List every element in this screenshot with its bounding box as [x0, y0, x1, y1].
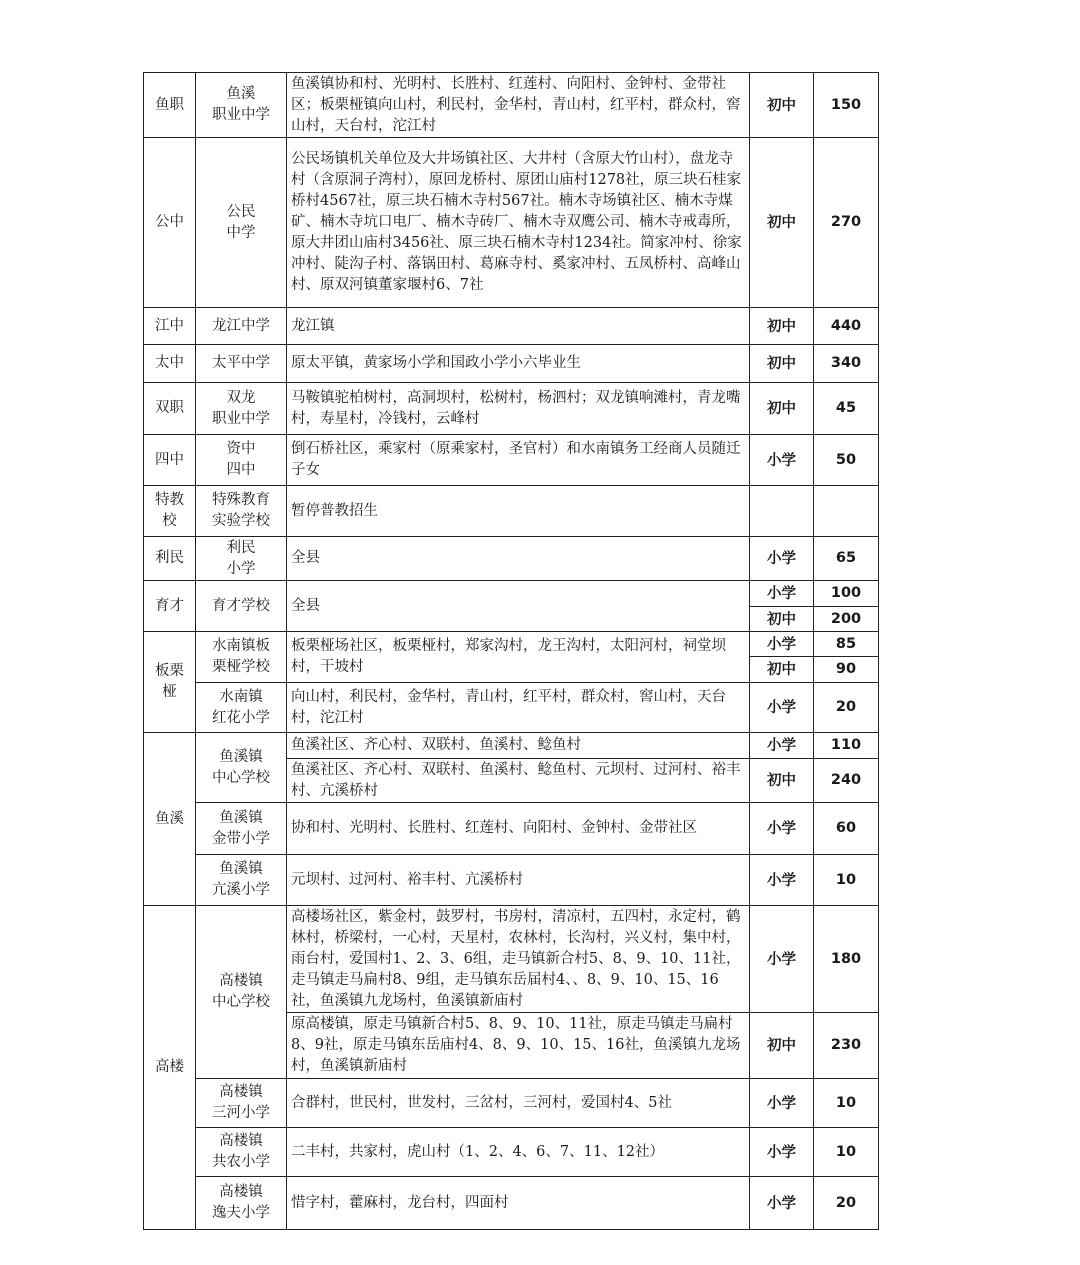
school-name-cell: 太平中学 — [196, 345, 287, 383]
table-row — [144, 906, 879, 1013]
school-name-cell: 育才学校 — [196, 581, 287, 632]
school-level-cell: 小学 — [750, 632, 814, 657]
school-level-cell: 初中 — [750, 138, 814, 308]
school-level-cell: 小学 — [750, 537, 814, 581]
school-level-cell: 小学 — [750, 906, 814, 1013]
table-row — [144, 855, 879, 906]
enrollment-count-cell: 100 — [814, 581, 879, 607]
service-area-cell: 板栗桠场社区，板栗桠村，郑家沟村，龙王沟村，太阳河村，祠堂坝村，干坡村 — [287, 632, 750, 683]
school-level-cell: 初中 — [750, 759, 814, 803]
school-name-cell: 特殊教育 实验学校 — [196, 486, 287, 537]
service-area-cell: 二丰村，共家村，虎山村（1、2、4、6、7、11、12社） — [287, 1128, 750, 1177]
service-area-cell: 鱼溪社区、齐心村、双联村、鱼溪村、鲶鱼村、元坝村、过河村、裕丰村、亢溪桥村 — [287, 759, 750, 803]
school-level-cell: 初中 — [750, 1013, 814, 1079]
school-level-cell: 初中 — [750, 383, 814, 435]
enrollment-count-cell: 60 — [814, 803, 879, 855]
school-name-cell: 水南镇板 栗桠学校 — [196, 632, 287, 683]
table-row — [144, 581, 879, 607]
school-abbr-cell: 板栗 桠 — [144, 632, 196, 733]
school-level-cell: 小学 — [750, 1128, 814, 1177]
school-name-cell: 龙江中学 — [196, 308, 287, 345]
school-level-cell: 初中 — [750, 345, 814, 383]
table-row — [144, 345, 879, 383]
enrollment-count-cell: 90 — [814, 657, 879, 683]
enrollment-count-cell: 20 — [814, 683, 879, 733]
enrollment-count-cell: 10 — [814, 1079, 879, 1128]
school-name-cell: 高楼镇 中心学校 — [196, 906, 287, 1079]
service-area-cell: 向山村，利民村，金华村，青山村，红平村，群众村，窖山村，天台村，沱江村 — [287, 683, 750, 733]
table-row — [144, 632, 879, 657]
school-name-cell: 高楼镇 逸夫小学 — [196, 1177, 287, 1230]
school-level-cell: 初中 — [750, 657, 814, 683]
enrollment-count-cell: 10 — [814, 855, 879, 906]
service-area-cell: 全县 — [287, 581, 750, 632]
service-area-cell: 协和村、光明村、长胜村、红莲村、向阳村、金钟村、金带社区 — [287, 803, 750, 855]
school-level-cell: 小学 — [750, 855, 814, 906]
school-name-cell: 公民 中学 — [196, 138, 287, 308]
table-row — [144, 486, 879, 537]
service-area-cell: 元坝村、过河村、裕丰村、亢溪桥村 — [287, 855, 750, 906]
school-level-cell: 小学 — [750, 733, 814, 759]
service-area-cell: 全县 — [287, 537, 750, 581]
school-name-cell: 鱼溪 职业中学 — [196, 73, 287, 138]
service-area-cell: 龙江镇 — [287, 308, 750, 345]
school-abbr-cell: 高楼 — [144, 906, 196, 1230]
school-name-cell: 资中 四中 — [196, 435, 287, 486]
school-level-cell: 小学 — [750, 683, 814, 733]
enrollment-count-cell: 65 — [814, 537, 879, 581]
enrollment-count-cell: 10 — [814, 1128, 879, 1177]
school-abbr-cell: 育才 — [144, 581, 196, 632]
service-area-cell: 鱼溪镇协和村、光明村、长胜村、红莲村、向阳村、金钟村、金带社区；板栗桠镇向山村，利民村，金华村，青山村，红平村，群众村，窖山村，天台村，沱江村 — [287, 73, 750, 138]
table-row — [144, 683, 879, 733]
school-abbr-cell: 太中 — [144, 345, 196, 383]
school-name-cell: 鱼溪镇 中心学校 — [196, 733, 287, 803]
service-area-cell: 倒石桥社区，乘家村（原乘家村，圣官村）和水南镇务工经商人员随迁子女 — [287, 435, 750, 486]
service-area-cell: 高楼场社区，紫金村，鼓罗村，书房村，清凉村，五四村，永定村，鹤林村，桥梁村，一心村，天星村，农林村，长沟村，兴义村，集中村，雨台村，爱国村1、2、3、6组，走马镇新合村5、8、9、10、11社，走马镇走马扁村8、9组，走马镇东岳届村4、、8、9、10、15、16社，鱼溪镇九龙场村，鱼溪镇新庙村 — [287, 906, 750, 1013]
table-row — [144, 803, 879, 855]
service-area-cell: 惜字村，藿麻村，龙台村，四面村 — [287, 1177, 750, 1230]
school-level-cell: 初中 — [750, 73, 814, 138]
school-level-cell: 小学 — [750, 1079, 814, 1128]
enrollment-count-cell: 180 — [814, 906, 879, 1013]
school-abbr-cell: 双职 — [144, 383, 196, 435]
enrollment-count-cell: 440 — [814, 308, 879, 345]
school-level-cell: 小学 — [750, 1177, 814, 1230]
school-level-cell — [750, 486, 814, 537]
school-abbr-cell: 四中 — [144, 435, 196, 486]
enrollment-count-cell: 110 — [814, 733, 879, 759]
table-row — [144, 537, 879, 581]
table-row — [144, 733, 879, 759]
school-name-cell: 高楼镇 共农小学 — [196, 1128, 287, 1177]
table-row — [144, 1079, 879, 1128]
enrollment-count-cell: 50 — [814, 435, 879, 486]
school-name-cell: 双龙 职业中学 — [196, 383, 287, 435]
school-level-cell: 小学 — [750, 803, 814, 855]
table-row — [144, 383, 879, 435]
enrollment-count-cell: 150 — [814, 73, 879, 138]
service-area-cell: 原太平镇，黄家场小学和国政小学小六毕业生 — [287, 345, 750, 383]
school-abbr-cell: 特教 校 — [144, 486, 196, 537]
table-row — [144, 1177, 879, 1230]
enrollment-count-cell: 230 — [814, 1013, 879, 1079]
school-abbr-cell: 鱼溪 — [144, 733, 196, 906]
enrollment-zone-table — [143, 72, 879, 1230]
school-name-cell: 高楼镇 三河小学 — [196, 1079, 287, 1128]
school-level-cell: 初中 — [750, 308, 814, 345]
school-name-cell: 利民 小学 — [196, 537, 287, 581]
school-abbr-cell: 江中 — [144, 308, 196, 345]
enrollment-count-cell: 270 — [814, 138, 879, 308]
service-area-cell: 原高楼镇，原走马镇新合村5、8、9、10、11社，原走马镇走马扁村8、9社，原走马镇东岳庙村4、8、9、10、15、16社，鱼溪镇九龙场村，鱼溪镇新庙村 — [287, 1013, 750, 1079]
table-row — [144, 308, 879, 345]
enrollment-count-cell: 85 — [814, 632, 879, 657]
table-row — [144, 1128, 879, 1177]
enrollment-count-cell: 20 — [814, 1177, 879, 1230]
service-area-cell: 合群村，世民村，世发村，三岔村，三河村，爱国村4、5社 — [287, 1079, 750, 1128]
school-level-cell: 小学 — [750, 435, 814, 486]
school-abbr-cell: 公中 — [144, 138, 196, 308]
school-name-cell: 鱼溪镇 亢溪小学 — [196, 855, 287, 906]
service-area-cell: 公民场镇机关单位及大井场镇社区、大井村（含原大竹山村），盘龙寺村（含原洞子湾村），原回龙桥村、原团山庙村1278社，原三块石桂家桥村4567社，原三块石楠木寺村567社。楠木寺场镇社区、楠木寺煤矿、楠木寺坑口电厂、楠木寺砖厂、楠木寺双鹰公司、楠木寺戒毒所，原大井团山庙村3456社、原三块石楠木寺村1234社。简家冲村、徐家冲村、陡沟子村、落锅田村、葛麻寺村、奚家冲村、五凤桥村、高峰山村、原双河镇董家堰村6、7社 — [287, 138, 750, 308]
school-level-cell: 小学 — [750, 581, 814, 607]
service-area-cell: 鱼溪社区、齐心村、双联村、鱼溪村、鲶鱼村 — [287, 733, 750, 759]
table-row — [144, 73, 879, 138]
table-row — [144, 435, 879, 486]
enrollment-count-cell: 340 — [814, 345, 879, 383]
enrollment-count-cell: 45 — [814, 383, 879, 435]
school-name-cell: 鱼溪镇 金带小学 — [196, 803, 287, 855]
service-area-cell: 马鞍镇驼柏树村，高洞坝村，松树村，杨泗村；双龙镇响滩村，青龙嘴村，寿星村，冷钱村，云峰村 — [287, 383, 750, 435]
service-area-cell: 暂停普教招生 — [287, 486, 750, 537]
school-abbr-cell: 鱼职 — [144, 73, 196, 138]
school-abbr-cell: 利民 — [144, 537, 196, 581]
enrollment-count-cell: 240 — [814, 759, 879, 803]
enrollment-count-cell — [814, 486, 879, 537]
table-row — [144, 138, 879, 308]
school-name-cell: 水南镇 红花小学 — [196, 683, 287, 733]
enrollment-count-cell: 200 — [814, 607, 879, 632]
school-level-cell: 初中 — [750, 607, 814, 632]
